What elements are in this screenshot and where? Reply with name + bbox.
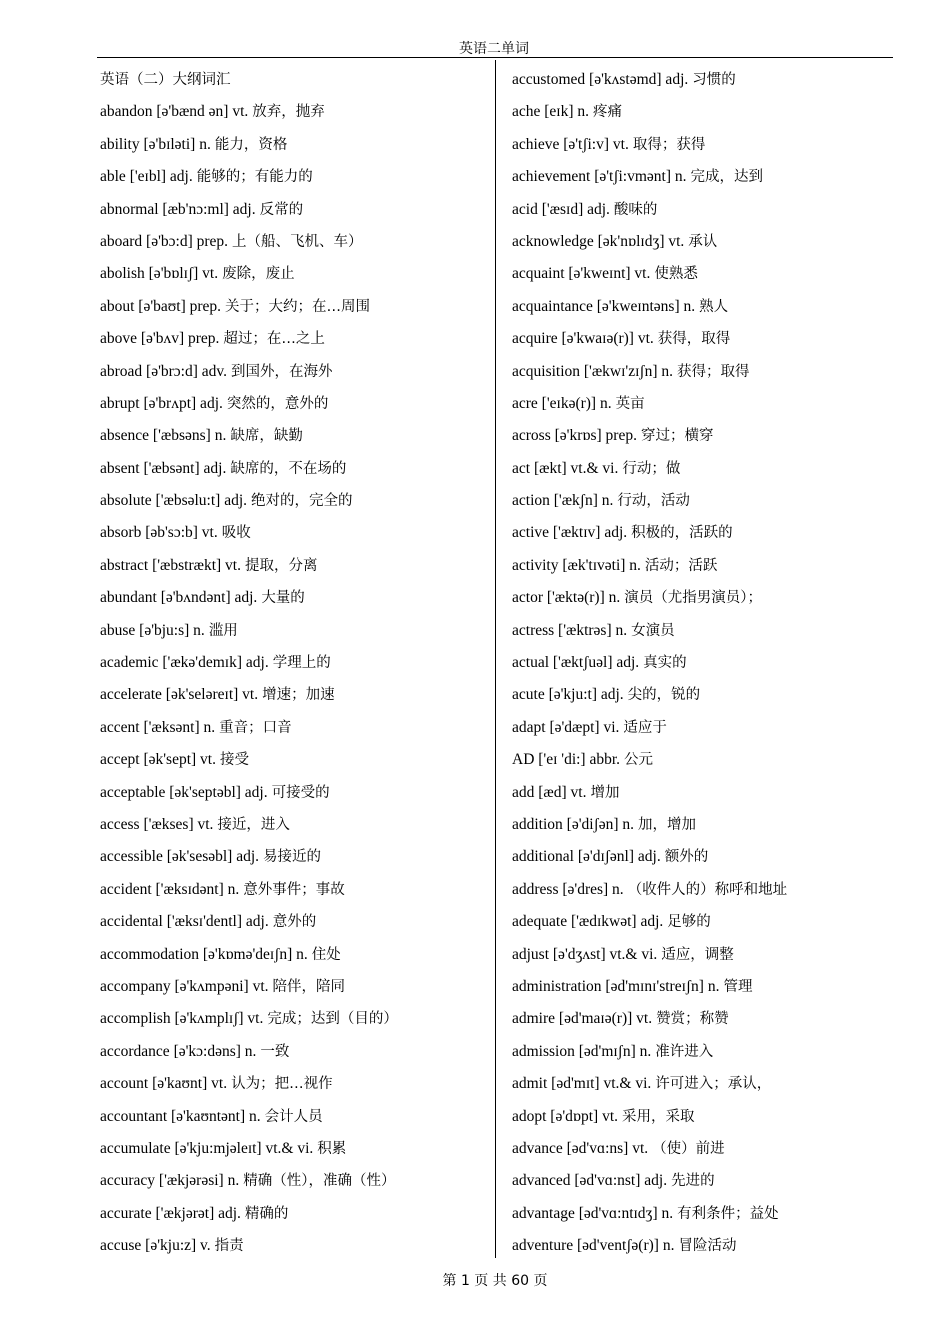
entry-word: addition [ə'diʃən] n.: [512, 815, 635, 833]
vocab-entry: [512, 226, 942, 258]
vocab-entry: [100, 1198, 490, 1230]
entry-meaning: 获得；取得: [677, 363, 750, 380]
entry-meaning: 提取，分离: [244, 557, 318, 574]
vocab-entry: [100, 712, 490, 744]
entry-word: accident ['æksɪdənt] n.: [100, 880, 240, 898]
entry-meaning: 大量的: [261, 590, 305, 607]
vocab-entry: [512, 841, 942, 873]
vocab-entry: [100, 420, 490, 452]
vocab-entry: [100, 129, 490, 161]
vocab-entry: [512, 615, 942, 647]
entry-word: advanced [əd'vɑ:nst] adj.: [512, 1172, 668, 1190]
entry-word: acceptable [ək'septəbl] adj.: [100, 783, 268, 801]
vocab-entry: [100, 777, 490, 809]
vocab-entry: [512, 712, 942, 744]
entry-meaning: 接近，进入: [217, 816, 290, 833]
entry-word: advantage [əd'vɑ:ntɪdʒ] n.: [512, 1204, 674, 1222]
entry-meaning: 缺席，缺勤: [230, 428, 303, 445]
entry-word: acre ['eɪkə(r)] n.: [512, 394, 612, 412]
entry-word: acquisition ['ækwɪ'zɪʃn] n.: [512, 362, 673, 380]
entry-meaning: 行动；做: [622, 460, 681, 477]
entry-word: ache [eɪk] n.: [512, 103, 590, 121]
vocab-entry: [512, 161, 942, 193]
entry-meaning: 滥用: [208, 622, 238, 639]
vocab-entry: [100, 485, 490, 517]
vocab-entry: [100, 744, 490, 776]
vocab-entry: [100, 1036, 490, 1068]
entry-meaning: 积累: [317, 1140, 347, 1157]
entry-meaning: 完成；达到（目的）: [267, 1011, 398, 1028]
entry-word: adventure [əd'ventʃə(r)] n.: [512, 1237, 675, 1255]
entry-meaning: 取得；获得: [632, 136, 706, 153]
entry-meaning: 赞赏；称赞: [656, 1011, 729, 1028]
entry-word: accurate ['ækjərət] adj.: [100, 1204, 241, 1222]
entry-word: actor ['æktə(r)] n.: [512, 589, 621, 607]
entry-meaning: 住处: [311, 946, 341, 963]
entry-meaning: 准许进入: [655, 1043, 714, 1060]
vocab-entry: [100, 550, 490, 582]
entry-word: AD ['eɪ 'di:] abbr.: [512, 751, 621, 769]
entry-word: achieve [ə'tʃi:v] vt.: [512, 135, 629, 153]
entry-word: adequate ['ædɪkwət] adj.: [512, 913, 664, 931]
vocab-entry: [100, 1230, 490, 1262]
entry-word: abundant [ə'bʌndənt] adj.: [100, 589, 258, 607]
entry-meaning: 接受: [219, 752, 249, 769]
entry-word: abrupt [ə'brʌpt] adj.: [100, 394, 223, 412]
vocab-entry: [512, 420, 942, 452]
entry-meaning: 疼痛: [593, 104, 623, 121]
right-column: [512, 64, 942, 1262]
vocab-entry: [100, 258, 490, 290]
entry-word: adopt [ə'dɒpt] vt.: [512, 1107, 619, 1125]
entry-word: act [ækt] vt.& vi.: [512, 459, 619, 477]
entry-meaning: 陪伴，陪同: [272, 978, 345, 995]
entry-word: abstract ['æbstrækt] vt.: [100, 556, 241, 574]
entry-meaning: （使）前进: [652, 1140, 725, 1157]
entry-meaning: 精确（性），准确（性）: [243, 1173, 396, 1190]
section-title: 英语（二）大纲词汇: [100, 72, 231, 88]
entry-word: absence ['æbsəns] n.: [100, 427, 227, 445]
vocab-entry: [512, 1068, 942, 1100]
vocab-entry: [512, 388, 942, 420]
entry-meaning: 加，增加: [638, 816, 697, 833]
entry-word: admit [əd'mɪt] vt.& vi.: [512, 1075, 652, 1093]
entry-word: advance [əd'vɑ:ns] vt.: [512, 1139, 649, 1157]
vocab-entry: [100, 96, 490, 128]
entry-word: absorb [əb'sɔ:b] vt.: [100, 524, 218, 542]
entry-word: actual ['æktʃuəl] adj.: [512, 654, 640, 672]
entry-meaning: 到国外，在海外: [231, 363, 333, 380]
vocab-entry: [100, 1101, 490, 1133]
entry-meaning: 积极的，活跃的: [631, 525, 733, 542]
entry-meaning: 意外事件；事故: [243, 881, 345, 898]
entry-word: academic ['ækə'demɪk] adj.: [100, 654, 269, 672]
entry-word: accommodation [ə'kɒmə'deɪʃn] n.: [100, 945, 308, 963]
entry-word: abuse [ə'bju:s] n.: [100, 621, 205, 639]
vocab-entry: [512, 906, 942, 938]
entry-meaning: 熟人: [699, 298, 729, 315]
vocab-entry: [512, 939, 942, 971]
vocab-entry: [100, 679, 490, 711]
entry-word: ability [ə'bɪləti] n.: [100, 135, 211, 153]
entry-word: adapt [ə'dæpt] vi.: [512, 718, 620, 736]
vocab-entry: [512, 194, 942, 226]
entry-word: action ['ækʃn] n.: [512, 492, 614, 510]
entry-word: acquaint [ə'kweɪnt] vt.: [512, 265, 651, 283]
entry-word: account [ə'kaʊnt] vt.: [100, 1075, 228, 1093]
entry-meaning: 有利条件；益处: [677, 1205, 779, 1222]
vocab-entry: [512, 1165, 942, 1197]
entry-word: accessible [ək'sesəbl] adj.: [100, 848, 260, 866]
entry-word: accidental ['æksɪ'dentl] adj.: [100, 913, 269, 931]
entry-meaning: 酸味的: [613, 201, 658, 218]
entry-meaning: （收件人的）称呼和地址: [627, 881, 788, 898]
entry-meaning: 公元: [624, 752, 654, 769]
entry-meaning: 指责: [214, 1238, 244, 1255]
entry-meaning: 关于；大约；在…周围: [225, 298, 371, 315]
entry-word: acquaintance [ə'kweɪntəns] n.: [512, 297, 696, 315]
vocab-entry: [100, 1003, 490, 1035]
entry-meaning: 认为；把…视作: [231, 1076, 333, 1093]
entry-meaning: 完成，达到: [690, 169, 764, 186]
entry-word: aboard [ə'bɔ:d] prep.: [100, 232, 229, 250]
vocab-entry: [100, 517, 490, 549]
vocab-entry: [512, 96, 942, 128]
vocab-entry: [100, 841, 490, 873]
page-footer: 第 1 页 共 60 页: [442, 1273, 548, 1289]
entry-word: active ['æktɪv] adj.: [512, 524, 628, 542]
vocab-entry: [100, 647, 490, 679]
vocab-entry: [512, 258, 942, 290]
vocab-entry: [512, 1198, 942, 1230]
entry-word: access ['ækses] vt.: [100, 815, 214, 833]
entry-meaning: 额外的: [664, 849, 709, 866]
vocab-entry: [100, 971, 490, 1003]
entry-word: accumulate [ə'kju:mjəleɪt] vt.& vi.: [100, 1139, 314, 1157]
entry-word: across [ə'krɒs] prep.: [512, 427, 637, 445]
entry-meaning: 学理上的: [272, 655, 331, 672]
entry-word: accomplish [ə'kʌmplɪʃ] vt.: [100, 1010, 264, 1028]
entry-meaning: 冒险活动: [678, 1238, 737, 1255]
entry-meaning: 易接近的: [263, 849, 322, 866]
vocab-entry: [100, 906, 490, 938]
entry-meaning: 放弃，抛弃: [252, 104, 325, 121]
vocab-entry: [512, 517, 942, 549]
entry-word: additional [ə'dɪʃənl] adj.: [512, 848, 661, 866]
entry-word: accountant [ə'kaʊntənt] n.: [100, 1107, 261, 1125]
vocab-entry: [512, 129, 942, 161]
entry-word: accuracy ['ækjərəsi] n.: [100, 1172, 240, 1190]
vocab-entry: [100, 939, 490, 971]
entry-word: admission [əd'mɪʃn] n.: [512, 1042, 652, 1060]
entry-word: accuse [ə'kju:z] v.: [100, 1237, 211, 1255]
entry-word: achievement [ə'tʃi:vmənt] n.: [512, 168, 687, 186]
entry-meaning: 尖的，锐的: [627, 687, 701, 704]
entry-meaning: 增速；加速: [262, 687, 335, 704]
entry-meaning: 演员（尤指男演员）；: [624, 590, 762, 607]
entry-meaning: 能力，资格: [214, 136, 288, 153]
entry-meaning: 获得，取得: [657, 331, 731, 348]
entry-word: add [æd] vt.: [512, 783, 587, 801]
vocab-entry: [512, 1101, 942, 1133]
vocab-entry: [512, 971, 942, 1003]
entry-word: adjust [ə'dʒʌst] vt.& vi.: [512, 945, 658, 963]
entry-meaning: 活动；活跃: [644, 557, 718, 574]
entry-meaning: 意外的: [272, 914, 317, 931]
vocab-entry: [100, 161, 490, 193]
entry-meaning: 穿过；横穿: [640, 428, 714, 445]
entry-meaning: 适应，调整: [661, 946, 734, 963]
vocab-entry: [512, 582, 942, 614]
entry-meaning: 足够的: [667, 914, 711, 931]
entry-word: accent ['æksənt] n.: [100, 718, 216, 736]
entry-meaning: 可接受的: [271, 784, 330, 801]
vocab-entry: [512, 453, 942, 485]
entry-word: above [ə'bʌv] prep.: [100, 330, 220, 348]
entry-word: acquire [ə'kwaɪə(r)] vt.: [512, 330, 654, 348]
entry-word: accordance [ə'kɔ:dəns] n.: [100, 1042, 257, 1060]
entry-word: about [ə'baʊt] prep.: [100, 297, 222, 315]
vocab-entry: [100, 1133, 490, 1165]
page-header: 英语二单词: [459, 41, 529, 57]
entry-meaning: 超过；在…之上: [223, 331, 325, 348]
vocab-entry: [512, 679, 942, 711]
entry-word: activity [æk'tɪvəti] n.: [512, 556, 641, 574]
entry-meaning: 许可进入；承认，: [655, 1076, 772, 1093]
vocab-entry: [100, 356, 490, 388]
vocab-entry: [100, 291, 490, 323]
vocab-entry: [512, 323, 942, 355]
entry-meaning: 女演员: [631, 622, 675, 639]
vocab-entry: [100, 388, 490, 420]
entry-meaning: 英亩: [615, 395, 645, 412]
vocab-entry: [100, 1068, 490, 1100]
entry-word: abandon [ə'bænd ən] vt.: [100, 103, 249, 121]
entry-meaning: 能够的；有能力的: [196, 169, 313, 186]
vocab-entry: [512, 874, 942, 906]
entry-word: abnormal [æb'nɔ:ml] adj.: [100, 200, 256, 218]
left-column: [100, 64, 490, 1262]
vocab-entry: [512, 809, 942, 841]
entry-word: accelerate [ək'seləreɪt] vt.: [100, 686, 259, 704]
vocab-entry: [100, 226, 490, 258]
vocab-entry: [100, 1165, 490, 1197]
entry-meaning: 精确的: [244, 1205, 289, 1222]
vocab-entry: [512, 1133, 942, 1165]
vocab-entry: [512, 1036, 942, 1068]
vocab-entry: [512, 550, 942, 582]
vocab-entry: [512, 647, 942, 679]
entry-meaning: 突然的，意外的: [226, 395, 329, 412]
entry-meaning: 废除，废止: [222, 266, 295, 283]
vocab-entry: [512, 356, 942, 388]
entry-meaning: 反常的: [259, 201, 304, 218]
entry-meaning: 管理: [723, 978, 753, 995]
vocab-entry: [100, 323, 490, 355]
entry-word: accustomed [ə'kʌstəmd] adj.: [512, 71, 689, 88]
entry-word: absent ['æbsənt] adj.: [100, 459, 227, 477]
entry-word: absolute ['æbsəlu:t] adj.: [100, 492, 248, 510]
vocab-entry: [100, 615, 490, 647]
entry-word: address [ə'dres] n.: [512, 880, 624, 898]
entry-word: abroad [ə'brɔ:d] adv.: [100, 362, 228, 380]
vocab-entry: [100, 582, 490, 614]
vocab-entry: [100, 194, 490, 226]
vocab-entry: [512, 744, 942, 776]
entry-meaning: 重音；口音: [219, 719, 292, 736]
entry-word: able ['eɪbl] adj.: [100, 168, 193, 186]
vocab-entry: [100, 874, 490, 906]
entry-word: actress ['æktrəs] n.: [512, 621, 628, 639]
vocab-entry: [100, 453, 490, 485]
entry-meaning: 吸收: [221, 525, 251, 542]
vocab-entry: [512, 485, 942, 517]
vocab-entry: [512, 777, 942, 809]
entry-meaning: 适应于: [623, 719, 667, 736]
entry-meaning: 上（船、飞机、车）: [232, 233, 363, 250]
entry-meaning: 绝对的，完全的: [251, 493, 353, 510]
entry-word: abolish [ə'bɒlɪʃ] vt.: [100, 265, 219, 283]
entry-meaning: 采用，采取: [622, 1108, 695, 1125]
entry-meaning: 增加: [590, 784, 620, 801]
entry-word: accompany [ə'kʌmpəni] vt.: [100, 977, 269, 995]
vocab-entry: [100, 809, 490, 841]
entry-word: administration [əd'mɪnɪ'streɪʃn] n.: [512, 977, 720, 995]
vocab-entry: [512, 1003, 942, 1035]
entry-word: accept [ək'sept] vt.: [100, 751, 216, 769]
entry-meaning: 先进的: [671, 1173, 715, 1190]
vocab-entry: [512, 64, 942, 96]
entry-meaning: 会计人员: [264, 1108, 323, 1125]
entry-meaning: 使熟悉: [654, 266, 698, 283]
entry-word: acute [ə'kju:t] adj.: [512, 686, 624, 704]
entry-word: admire [əd'maɪə(r)] vt.: [512, 1010, 653, 1028]
entry-meaning: 行动，活动: [617, 493, 690, 510]
header-rule: [97, 57, 893, 58]
vocab-entry: [512, 1230, 942, 1262]
entry-meaning: 真实的: [643, 655, 687, 672]
entry-word: acknowledge [ək'nɒlɪdʒ] vt.: [512, 232, 685, 250]
vocab-entry: [512, 291, 942, 323]
entry-word: acid ['æsɪd] adj.: [512, 200, 610, 218]
entry-meaning: 承认: [688, 233, 718, 250]
entry-meaning: 一致: [260, 1043, 290, 1060]
entry-meaning: 习惯的: [692, 72, 736, 88]
entry-meaning: 缺席的，不在场的: [230, 460, 347, 477]
column-divider: [495, 60, 496, 1258]
